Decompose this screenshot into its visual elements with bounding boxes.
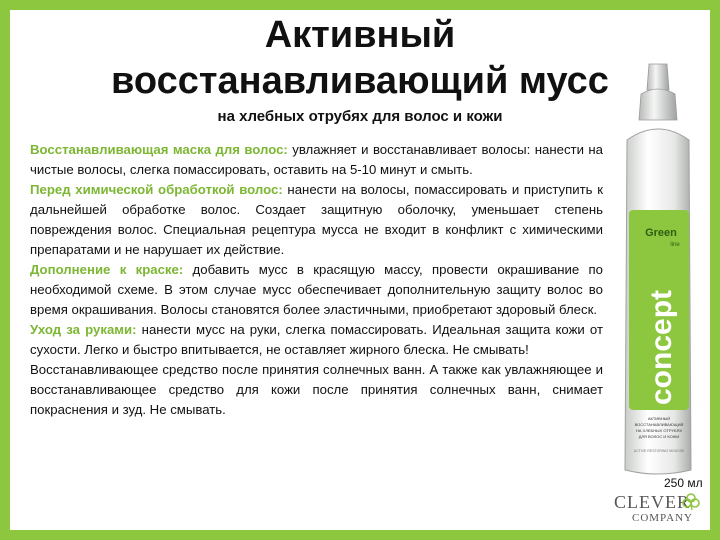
title-line-2: восстанавливающий мусс xyxy=(111,60,609,102)
product-volume: 250 мл xyxy=(664,476,703,490)
clever-company-logo xyxy=(610,492,702,528)
paragraph-after-sun xyxy=(30,360,603,420)
paragraph-restoring-mask xyxy=(30,140,603,180)
paragraph-text: добавить мусс в красящую массу, провести окрашивание по необходимой схеме. В этом случае мусс обеспечивает дополнительную защиту волос во время окрашивания. Волосы становятся более эластичными, приобретают здоровый блеск. xyxy=(30,262,603,317)
mousse-can-image xyxy=(615,60,701,480)
nozzle xyxy=(647,64,669,90)
brand-text: concept xyxy=(645,289,678,405)
paragraph-lead: Дополнение к краске: xyxy=(30,262,184,277)
label-text: АКТИВНЫЙ xyxy=(647,416,671,421)
paragraph-dye-additive xyxy=(30,260,603,320)
slide-title xyxy=(10,12,710,104)
paragraph-text: нанести на волосы, помассировать и приступить к дальнейшей обработке волос. Создает защитную оболочку, уменьшает степень повреждения волос. Специальная рецептура мусса не входит в конфликт с химическими препаратами и не нарушает их действие. xyxy=(30,182,603,257)
logo-word-company: COMPANY xyxy=(632,512,694,524)
line-text: line xyxy=(670,242,680,248)
paragraph-lead: Перед химической обработкой волос: xyxy=(30,182,283,197)
label-text-en: ACTIVE RESTORING MOUSSE xyxy=(633,449,685,453)
paragraph-text: нанести мусс на руки, слегка помассировать. Идеальная защита кожи от сухости. Легко и быстро впитывается, не оставляет жирного блеска. Не смывать! xyxy=(30,322,603,357)
paragraph-text: увлажняет и восстанавливает волосы: нанести на чистые волосы, слегка помассировать, оставить на 5-10 минут и смыть. xyxy=(30,142,603,177)
cap xyxy=(639,89,677,120)
clover-icon xyxy=(682,493,700,511)
label-text: ВОССТАНАВЛИВАЮЩИЙ xyxy=(634,422,684,427)
title-line-1: Активный xyxy=(264,14,456,56)
label-text: НА ХЛЕБНЫХ ОТРУБЯХ xyxy=(635,428,683,433)
paragraph-before-chemical xyxy=(30,180,603,260)
description-text xyxy=(30,140,603,420)
paragraph-lead: Уход за руками: xyxy=(30,322,137,337)
label-text: ДЛЯ ВОЛОС И КОЖИ xyxy=(638,434,680,439)
logo-word-clever: CLEVER xyxy=(614,492,690,512)
paragraph-lead: Восстанавливающая маска для волос: xyxy=(30,142,288,157)
paragraph-text: Восстанавливающее средство после принятия солнечных ванн. А также как увлажняющее и восстанавливающее средство для кожи после принятия солнечных ванн, снимает покраснения и зуд. Не смывать. xyxy=(30,362,603,417)
slide xyxy=(10,10,710,530)
paragraph-hand-care xyxy=(30,320,603,360)
green-line-text: Green xyxy=(645,227,677,239)
slide-subtitle: на хлебных отрубях для волос и кожи xyxy=(217,108,503,125)
